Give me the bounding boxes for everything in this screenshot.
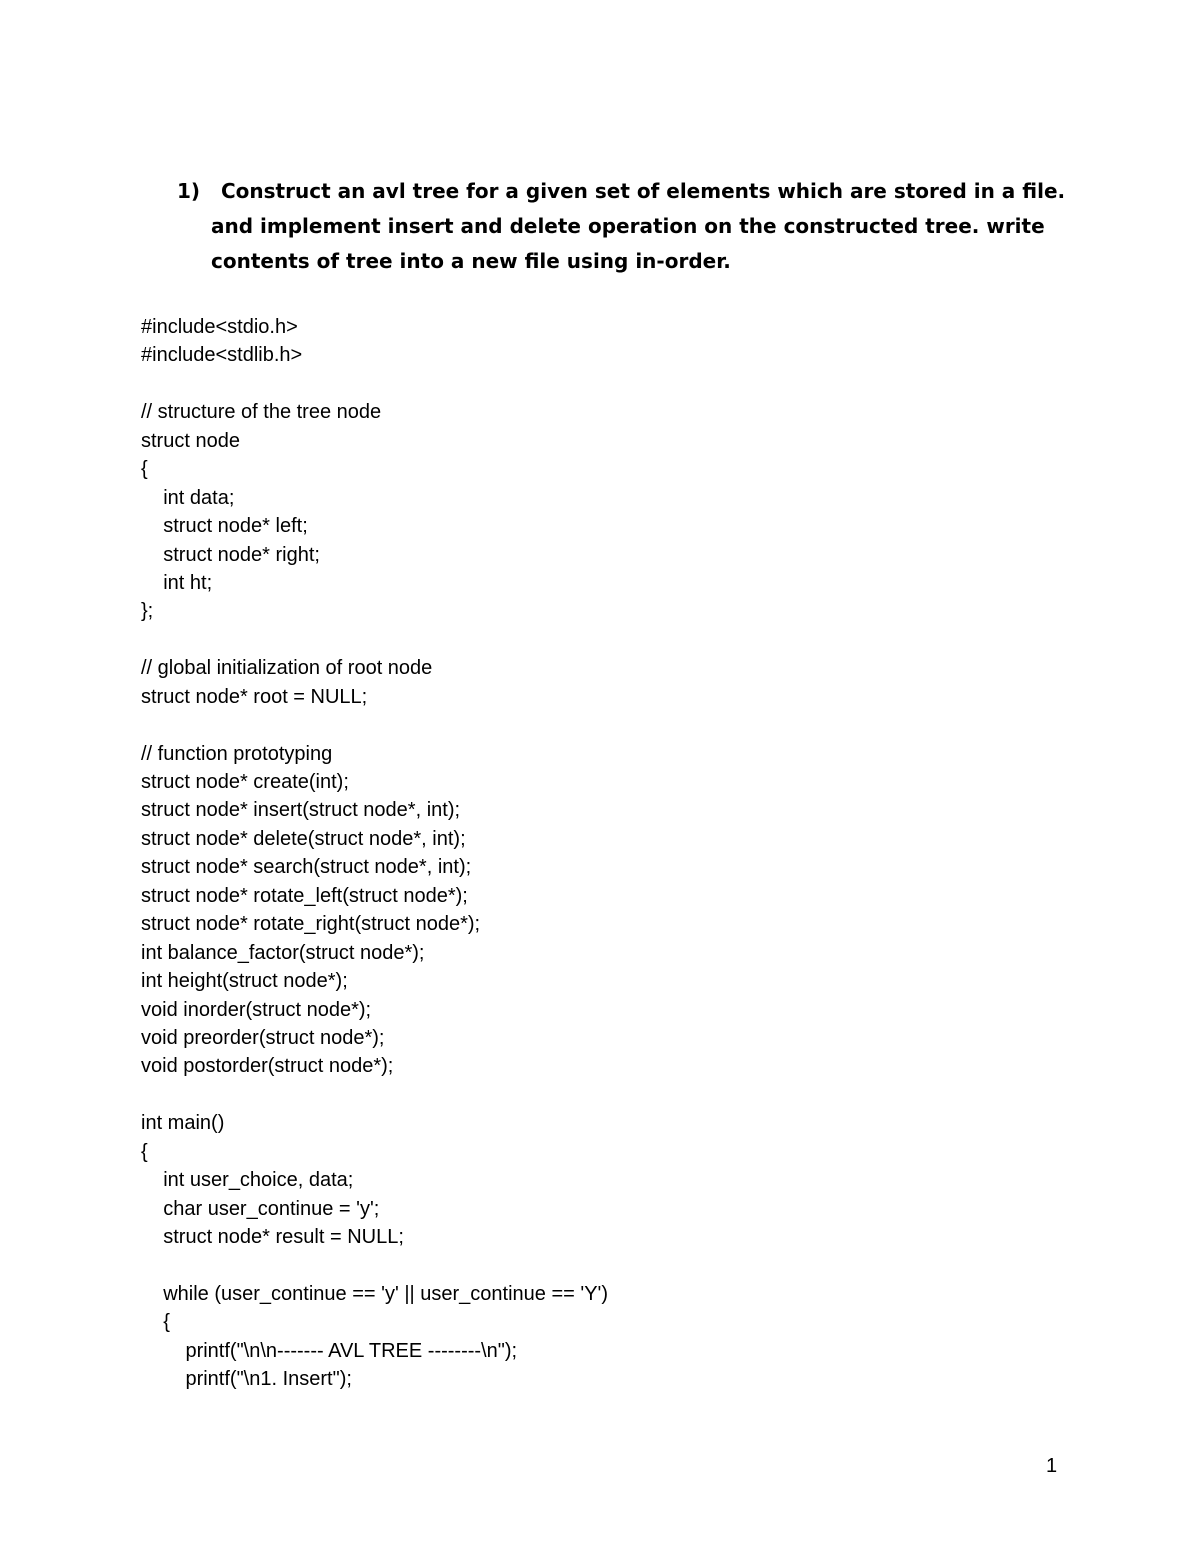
code-line: struct node* create(int); [141,771,349,793]
code-line: int balance_factor(struct node*); [141,941,425,964]
code-line: int height(struct node*); [141,970,348,993]
question-text-line: Construct an avl tree for a given set of elements which are stored in a file. [221,179,1066,203]
code-line: }; [141,600,154,623]
code-line [141,711,608,739]
code-line: struct node* rotate_right(struct node*); [141,913,481,936]
code-line: // structure of the tree node [141,401,382,424]
code-line: #include<stdio.h> [141,316,298,338]
code-line: { [141,458,148,481]
code-line: printf("\n1. Insert"); [141,1368,352,1391]
code-line: struct node* insert(struct node*, int); [141,799,461,822]
code-line: while (user_continue == 'y' || user_continue == 'Y') [141,1282,609,1305]
code-line [141,626,608,654]
code-line: // global initialization of root node [141,657,433,680]
code-line: struct node* delete(struct node*, int); [141,827,466,850]
code-line: struct node* right; [141,543,320,566]
question-heading [177,174,1077,279]
code-line: struct node* rotate_left(struct node*); [141,884,468,907]
code-line: struct node [141,429,240,452]
code-line: void inorder(struct node*); [141,998,372,1021]
code-line: int ht; [141,571,213,594]
code-line: { [141,1140,148,1163]
code-line: // function prototyping [141,742,333,765]
code-line: char user_continue = 'y'; [141,1197,380,1220]
code-line: struct node* search(struct node*, int); [141,856,472,879]
question-text-line: and implement insert and delete operation on the constructed tree. write [211,214,1045,238]
page-number: 1 [1046,1455,1058,1477]
question-number: 1) [177,179,201,203]
question-line-1 [177,174,1077,209]
question-text-line: contents of tree into a new file using in-order. [211,249,731,273]
code-line: struct node* root = NULL; [141,685,368,708]
code-line: int user_choice, data; [141,1169,354,1192]
code-line [141,1081,608,1109]
code-listing [141,313,608,1394]
code-line: int main() [141,1112,225,1135]
code-line: struct node* left; [141,515,308,538]
code-line: int data; [141,486,235,509]
code-line: { [141,1311,170,1334]
code-line: struct node* result = NULL; [141,1226,404,1248]
code-line: #include<stdlib.h> [141,344,303,367]
code-line: void postorder(struct node*); [141,1055,394,1078]
code-line [141,1251,608,1279]
code-line: void preorder(struct node*); [141,1026,385,1049]
code-line: printf("\n\n------- AVL TREE --------\n"); [141,1339,518,1362]
code-line [141,370,608,398]
